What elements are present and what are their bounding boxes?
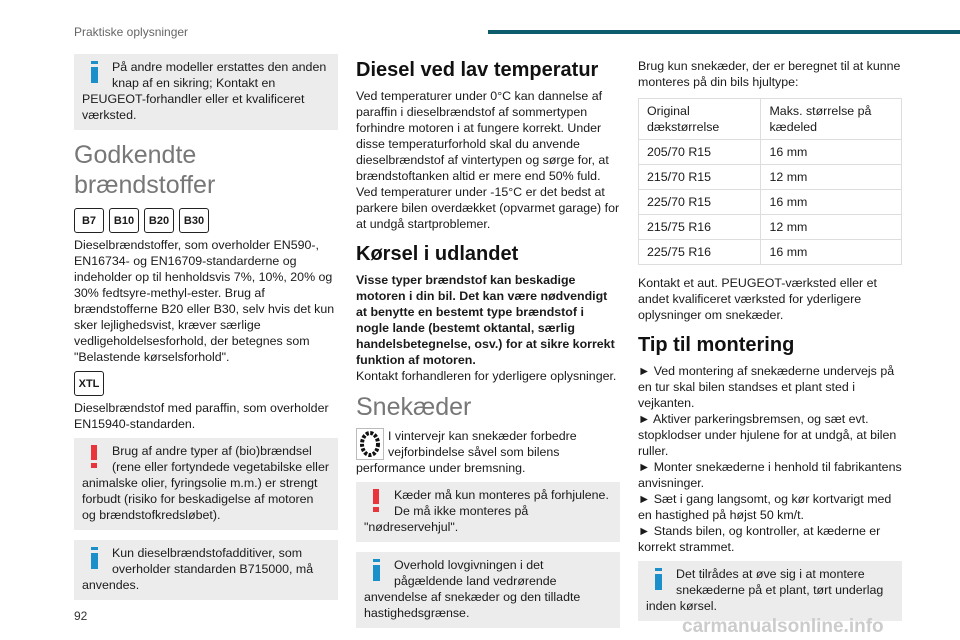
table-row — [639, 190, 902, 215]
warning-box — [356, 482, 620, 542]
heading-chains: Snekæder — [356, 393, 472, 421]
warning-icon — [86, 445, 104, 471]
paragraph: Kontakt et aut. PEUGEOT-værksted eller et andet kvalificeret værksted for yderligere oplysninger om snekæder. — [638, 276, 877, 322]
table-cell: 215/75 R16 — [639, 215, 761, 240]
table-header: Maks. størrelse på kædeled — [761, 99, 902, 140]
badge-b30: B30 — [179, 208, 209, 233]
section-header: Praktiske oplysninger — [74, 25, 189, 39]
bold-paragraph: Visse typer brændstof kan beskadige motoren i din bil. Det kan være nødvendigt at benytte en bestemt type brændstof i nogle lande (bestemt oktantal, særlig handelsbetegnelse, osv.) for at sikre korrekt funktion af motoren. — [356, 273, 615, 367]
column-2 — [356, 58, 620, 638]
step: ► Aktiver parkeringsbremsen, og sæt evt. stopklodser under hjulene for at undgå, at bilen ruller. — [638, 412, 897, 458]
heading-fuels: Godkendte brændstoffer — [74, 141, 216, 199]
paragraph: Brug kun snekæder, der er beregnet til at kunne monteres på din bils hjultype: — [638, 59, 901, 89]
info-box — [74, 54, 338, 130]
step: ► Monter snekæderne i henhold til fabrikantens anvisninger. — [638, 460, 902, 490]
fuel-badges — [74, 208, 338, 233]
snow-chain-icon — [356, 428, 384, 460]
paragraph: Kontakt forhandleren for yderligere oplysninger. — [356, 369, 617, 383]
info-box — [74, 540, 338, 600]
info-box — [356, 552, 620, 628]
badge-b10: B10 — [109, 208, 139, 233]
info-text: Det tilrådes at øve sig i at montere snekæderne på et plant, tørt underlag inden kørsel. — [646, 567, 884, 613]
info-icon — [368, 559, 386, 585]
info-box — [638, 561, 902, 621]
column-3 — [638, 58, 902, 631]
info-text: Kun dieselbrændstofadditiver, som overholder standarden B715000, må anvendes. — [82, 546, 314, 592]
warning-box — [74, 438, 338, 530]
heading-abroad: Kørsel i udlandet — [356, 243, 519, 265]
info-text: På andre modeller erstattes den anden knap af en sikring; Kontakt en PEUGEOT-forhandler eller et kvalificeret værksted. — [82, 60, 327, 122]
table-cell: 16 mm — [761, 190, 902, 215]
warning-icon — [368, 489, 386, 515]
badge-b20: B20 — [144, 208, 174, 233]
table-header: Original dækstørrelse — [639, 99, 761, 140]
table-cell: 225/75 R16 — [639, 240, 761, 265]
table-cell: 12 mm — [761, 215, 902, 240]
watermark: carmanualsonline.info — [682, 616, 884, 637]
heading-diesel: Diesel ved lav temperatur — [356, 59, 599, 81]
info-icon — [650, 568, 668, 594]
warning-text: Kæder må kun monteres på forhjulene. De må ikke monteres på "nødreservehjul". — [364, 488, 609, 534]
table-cell: 12 mm — [761, 165, 902, 190]
badge-b7: B7 — [74, 208, 104, 233]
table-cell: 205/70 R15 — [639, 140, 761, 165]
info-icon — [86, 61, 104, 87]
step: ► Sæt i gang langsomt, og kør kortvarigt med en hastighed på højst 50 km/t. — [638, 492, 892, 522]
warning-text: Brug af andre typer af (bio)brændsel (rene eller fortyndede vegetabilske eller animalske olier, fyringsolie m.m.) er strengt forbudt (risiko for beskadigelse af motoren og brændstofkredsløbet). — [82, 444, 329, 522]
step: ► Stands bilen, og kontroller, at kæderne er korrekt strammet. — [638, 524, 881, 554]
column-1 — [74, 54, 338, 610]
chain-size-table — [638, 98, 902, 265]
header-bar — [488, 30, 960, 34]
page-number: 92 — [74, 609, 88, 623]
info-icon — [86, 547, 104, 573]
table-cell: 16 mm — [761, 140, 902, 165]
table-cell: 225/70 R15 — [639, 190, 761, 215]
heading-tips: Tip til montering — [638, 334, 795, 356]
table-cell: 16 mm — [761, 240, 902, 265]
badge-xtl: XTL — [74, 371, 104, 396]
table-row — [639, 240, 902, 265]
paragraph: I vintervejr kan snekæder forbedre vejforbindelse såvel som bilens performance under bremsning. — [356, 429, 577, 475]
table-row — [639, 165, 902, 190]
table-cell: 215/70 R15 — [639, 165, 761, 190]
paragraph: Ved temperaturer under 0°C kan dannelse af paraffin i dieselbrændstof af sommertypen forhindre motoren i at fungere korrekt. Under disse temperaturforhold skal du anvende dieselbrændstof af vintertypen og sørge for, at brændstoftanken altid er mere end 50% fuld. Ved temperaturer under -15°C er det bedst at parkere bilen overdækket (opvarmet garage) for at undgå startproblemer. — [356, 89, 620, 231]
table-row — [639, 215, 902, 240]
step: ► Ved montering af snekæderne undervejs på en tur skal bilen standses et plant sted i vejkanten. — [638, 364, 895, 410]
table-row — [639, 140, 902, 165]
table-header-row — [639, 99, 902, 140]
paragraph: Dieselbrændstof med paraffin, som overholder EN15940-standarden. — [74, 401, 329, 431]
info-text: Overhold lovgivningen i det pågældende land vedrørende anvendelse af snekæder og den tilladte hastighedsgrænse. — [364, 558, 581, 620]
paragraph: Dieselbrændstoffer, som overholder EN590-, EN16734- og EN16709-standarderne og indeholder op til henholdsvis 7%, 10%, 20% og 30% fedtsyre-methyl-ester. Brug af brændstofferne B20 eller B30, selv hvis det kun sker lejlighedsvist, kræver særlige vedligeholdelsesforhold, der betegnes som "Belastende kørselsforhold". — [74, 238, 335, 364]
